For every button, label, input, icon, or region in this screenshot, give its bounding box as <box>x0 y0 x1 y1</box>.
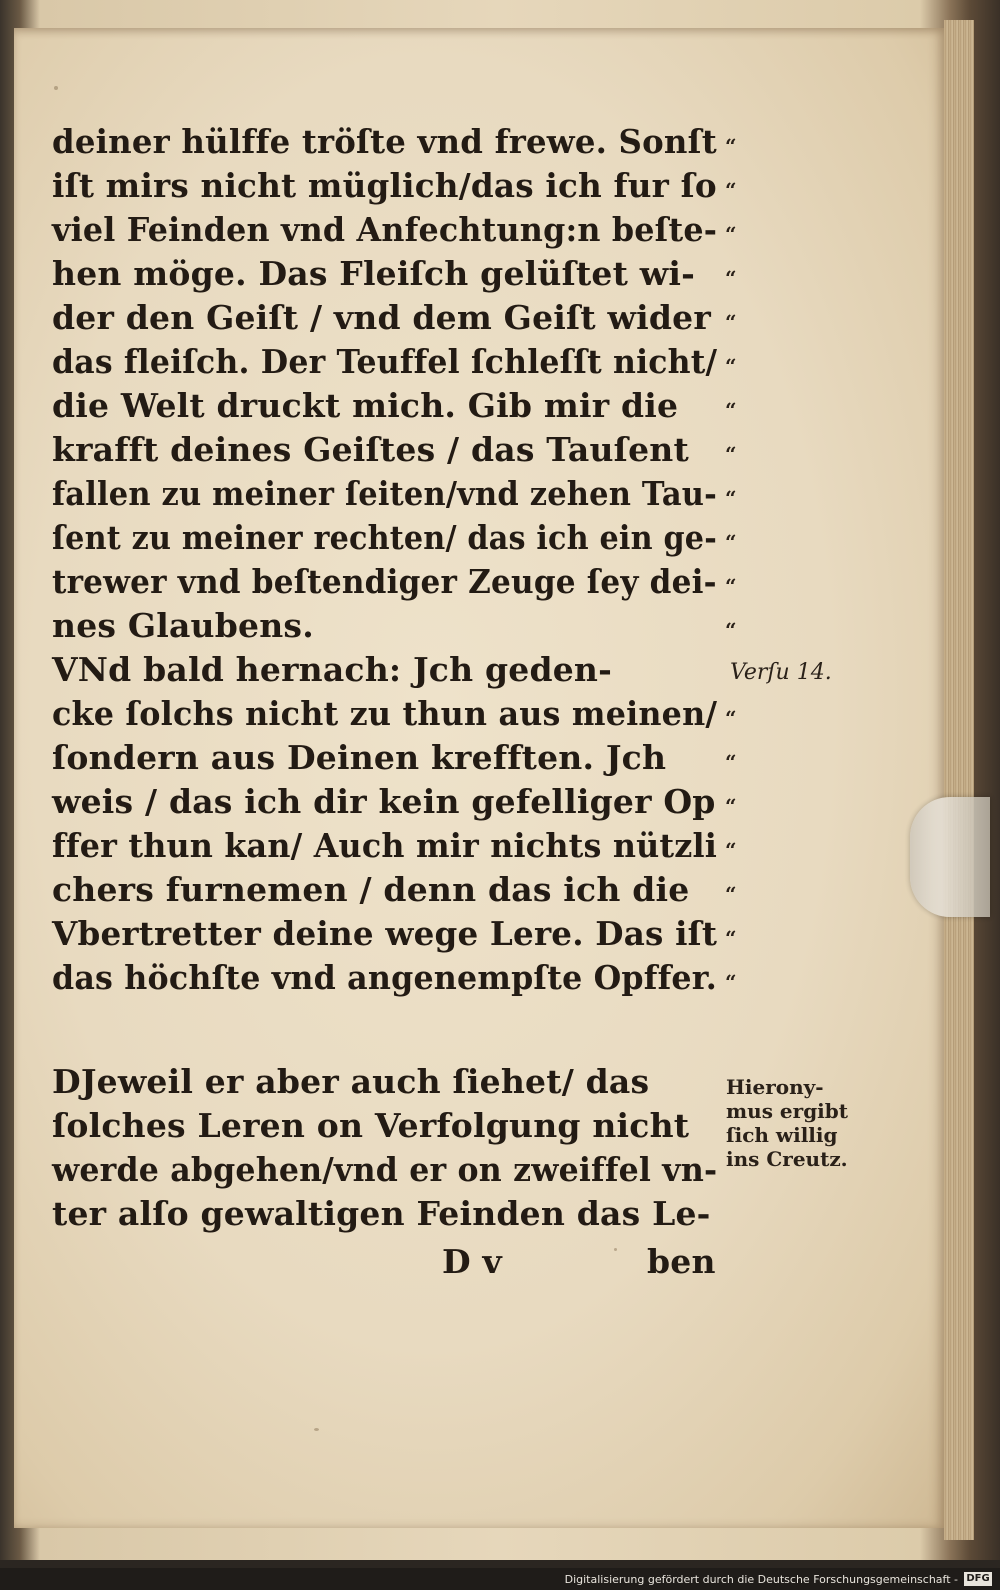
text-line: nes Glaubens. <box>52 606 314 645</box>
text-line: viel Feinden vnd Anfechtung:n beſte- <box>52 210 718 249</box>
quote-mark: “ <box>725 398 737 422</box>
margin-note-line: ſich willig <box>726 1123 838 1147</box>
quote-mark: “ <box>725 838 737 862</box>
text-line: weis / das ich dir kein gefelliger Op <box>52 782 716 821</box>
quote-mark: “ <box>725 882 737 906</box>
margin-note-line: ins Creutz. <box>726 1147 848 1171</box>
text-line: ſent zu meiner rechten/ das ich ein ge- <box>52 518 717 557</box>
footer-credit: Digitalisierung gefördert durch die Deutsche Forschungsgemeinschaft - <box>564 1573 958 1586</box>
quote-mark: “ <box>725 530 737 554</box>
quote-mark: “ <box>725 486 737 510</box>
paper-speck <box>314 1428 319 1431</box>
text-line: das fleiſch. Der Teuffel ſchleſſt nicht/ <box>52 342 718 381</box>
text-line: das höchſte vnd angenempſte Opffer. <box>52 958 717 997</box>
quote-mark: “ <box>725 574 737 598</box>
quote-mark: “ <box>725 618 737 642</box>
text-line: trewer vnd beſtendiger Zeuge ſey dei- <box>52 562 717 601</box>
text-line: ffer thun kan/ Auch mir nichts nützli <box>52 826 718 865</box>
quote-mark: “ <box>725 354 737 378</box>
text-line: die Welt druckt mich. Gib mir die <box>52 386 679 425</box>
dfg-logo: DFG <box>964 1572 992 1586</box>
text-line: ſolches Leren on Verfolgung nicht <box>52 1106 690 1145</box>
text-line: hen möge. Das Fleiſch gelüſtet wi- <box>52 254 695 293</box>
text-line: chers furnemen / denn das ich die <box>52 870 690 909</box>
signature-mark: D v <box>442 1242 502 1281</box>
catchword: ben <box>647 1242 716 1281</box>
margin-note-line: Hierony- <box>726 1075 824 1099</box>
text-line: werde abgehen/vnd er on zweiffel vn- <box>52 1150 718 1189</box>
quote-mark: “ <box>725 134 737 158</box>
text-line: deiner hülffe tröſte vnd frewe. Sonſt <box>52 122 717 161</box>
page-edges <box>944 20 974 1540</box>
quote-mark: “ <box>725 970 737 994</box>
text-line: DJeweil er aber auch ſiehet/ das <box>52 1062 650 1101</box>
text-line: cke ſolchs nicht zu thun aus meinen/ <box>52 694 718 733</box>
margin-note-line: mus ergibt <box>726 1099 848 1123</box>
quote-mark: “ <box>725 222 737 246</box>
quote-mark: “ <box>725 926 737 950</box>
text-line: ſondern aus Deinen krefften. Jch <box>52 738 667 777</box>
margin-note-hieronymus <box>726 1075 848 1171</box>
text-line: der den Geiſt / vnd dem Geiſt wider <box>52 298 711 337</box>
page-clip <box>910 797 990 917</box>
quote-mark: “ <box>725 750 737 774</box>
margin-note-verse: Verſu 14. <box>730 660 832 685</box>
text-line: ter alſo gewaltigen Feinden das Le- <box>52 1194 711 1233</box>
paper-speck <box>54 86 58 90</box>
quote-mark: “ <box>725 266 737 290</box>
text-line: VNd bald hernach: Jch geden- <box>52 650 613 689</box>
quote-mark: “ <box>725 794 737 818</box>
quote-mark: “ <box>725 178 737 202</box>
text-line: Vbertretter deine wege Lere. Das iſt <box>52 914 718 953</box>
quote-mark: “ <box>725 442 737 466</box>
text-line: iſt mirs nicht müglich/das ich fur ſo <box>52 166 717 205</box>
quote-mark: “ <box>725 310 737 334</box>
paper-speck <box>614 1248 617 1251</box>
text-line: fallen zu meiner ſeiten/vnd zehen Tau- <box>52 474 717 513</box>
text-line: krafft deines Geiſtes / das Tauſent <box>52 430 689 469</box>
quote-mark: “ <box>725 706 737 730</box>
